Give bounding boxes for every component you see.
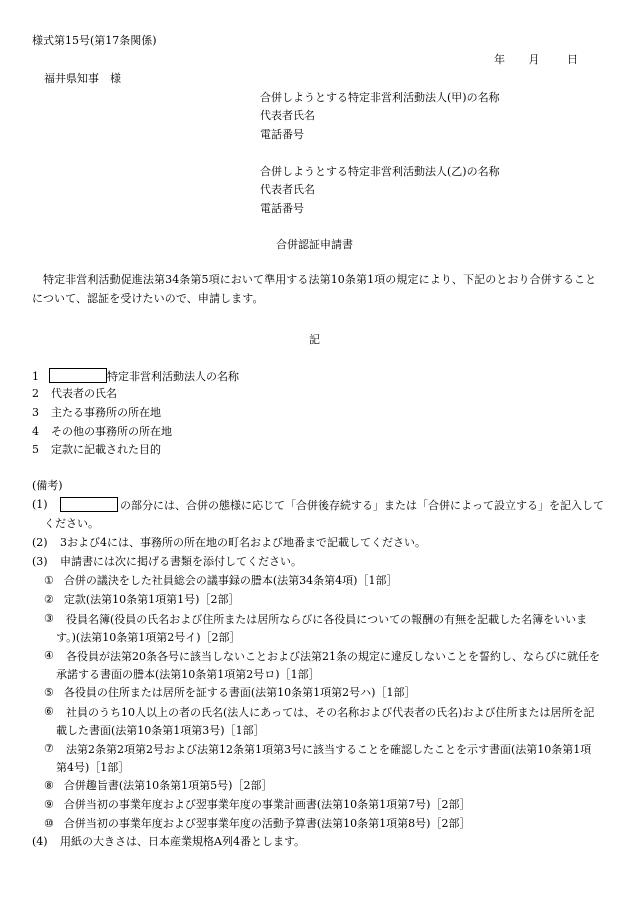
list-item-number: ⑦ xyxy=(44,742,54,755)
document-title: 合併認証申請書 xyxy=(276,238,353,251)
list-item: ⑨ 合併当初の事業年度および翌事業年度の事業計画書(法第10条第1項第7号)［2部］ xyxy=(44,798,471,811)
list-item: 5 定款に記載された目的 xyxy=(32,443,161,456)
party-a-rep-label: 代表者氏名 xyxy=(260,109,315,122)
list-item: 社員のうち10人以上の者の氏名(法人にあっては、その名称および代表者の氏名)および住所または居所を記載した書面(法第10条第1項第3号)［1部］ xyxy=(56,706,595,737)
party-a-name-label: 合併しようとする特定非営利活動法人(甲)の名称 xyxy=(260,91,500,104)
body-paragraph: 特定非営利活動促進法第34条第5項において準用する法第10条第1項の規定により、下記のとおり合併することについて、認証を受けたいので、申請します。 xyxy=(32,273,597,305)
note-number: (2) xyxy=(32,536,48,549)
list-item: ① 合併の議決をした社員総会の議事録の謄本(法第34条第4項)［1部］ xyxy=(44,574,398,587)
list-item: 各役員が法第20条各号に該当しないことおよび法第21条の規定に違反しないことを誓約し、ならびに就任を承諾する書面の謄本(法第10条第1項第2号ロ)［1部］ xyxy=(56,650,600,681)
addressee: 福井県知事 様 xyxy=(44,72,121,85)
list-item: 1 特定非営利活動法人の名称 xyxy=(32,370,239,383)
note-4: 用紙の大きさは、日本産業規格A列4番とします。 xyxy=(60,835,306,848)
list-item-number: ③ xyxy=(44,612,54,625)
date-day: 日 xyxy=(567,53,578,66)
date-line xyxy=(494,52,578,68)
list-item: 役員名簿(役員の氏名および住所または居所ならびに各役員についての報酬の有無を記載した名簿をいいます。)(法第10条第1項第2号イ)［2部］ xyxy=(56,613,588,644)
list-item-number: ⑥ xyxy=(44,705,54,718)
list-item: ⑩ 合併当初の事業年度および翌事業年度の活動予算書(法第10条第1項第8号)［2部］ xyxy=(44,817,471,830)
list-item: ② 定款(法第10条第1項第1号)［2部］ xyxy=(44,593,240,606)
note-1: の部分には、合併の態様に応じて「合併後存続する」または「合併によって設立する」を記入してください。 xyxy=(44,499,604,530)
party-b-rep-label: 代表者氏名 xyxy=(260,183,315,196)
blank-box[interactable] xyxy=(60,497,118,512)
party-a-phone-label: 電話番号 xyxy=(260,128,304,141)
list-item: 3 主たる事務所の所在地 xyxy=(32,406,161,419)
note-number: (3) xyxy=(32,555,48,568)
list-item: 2 代表者の氏名 xyxy=(32,387,117,400)
note-3: 申請書には次に掲げる書類を添付してください。 xyxy=(60,555,302,568)
notes-heading: (備考) xyxy=(32,479,63,492)
list-item-number: ④ xyxy=(44,649,54,662)
list-item: 4 その他の事務所の所在地 xyxy=(32,425,172,438)
list-item: 法第2条第2項第2号および法第12条第1項第3号に該当することを確認したことを示す書面(法第10条第1項第4号)［1部］ xyxy=(56,743,592,774)
note-2: 3および4には、事務所の所在地の町名および地番まで記載してください。 xyxy=(60,536,426,549)
date-year: 年 xyxy=(494,53,505,66)
blank-box[interactable] xyxy=(49,368,107,383)
list-item: ⑤ 各役員の住所または居所を証する書面(法第10条第1項第2号ハ)［1部］ xyxy=(44,686,416,699)
form-id: 様式第15号(第17条関係) xyxy=(32,34,157,47)
date-month: 月 xyxy=(528,53,540,66)
list-item: ⑧ 合併趣旨書(法第10条第1項第5号)［2部］ xyxy=(44,779,273,792)
ki-heading: 記 xyxy=(309,333,320,346)
party-b-name-label: 合併しようとする特定非営利活動法人(乙)の名称 xyxy=(260,165,500,178)
party-b-phone-label: 電話番号 xyxy=(260,202,304,215)
note-number: (4) xyxy=(32,835,48,848)
note-number: (1) xyxy=(32,498,48,511)
